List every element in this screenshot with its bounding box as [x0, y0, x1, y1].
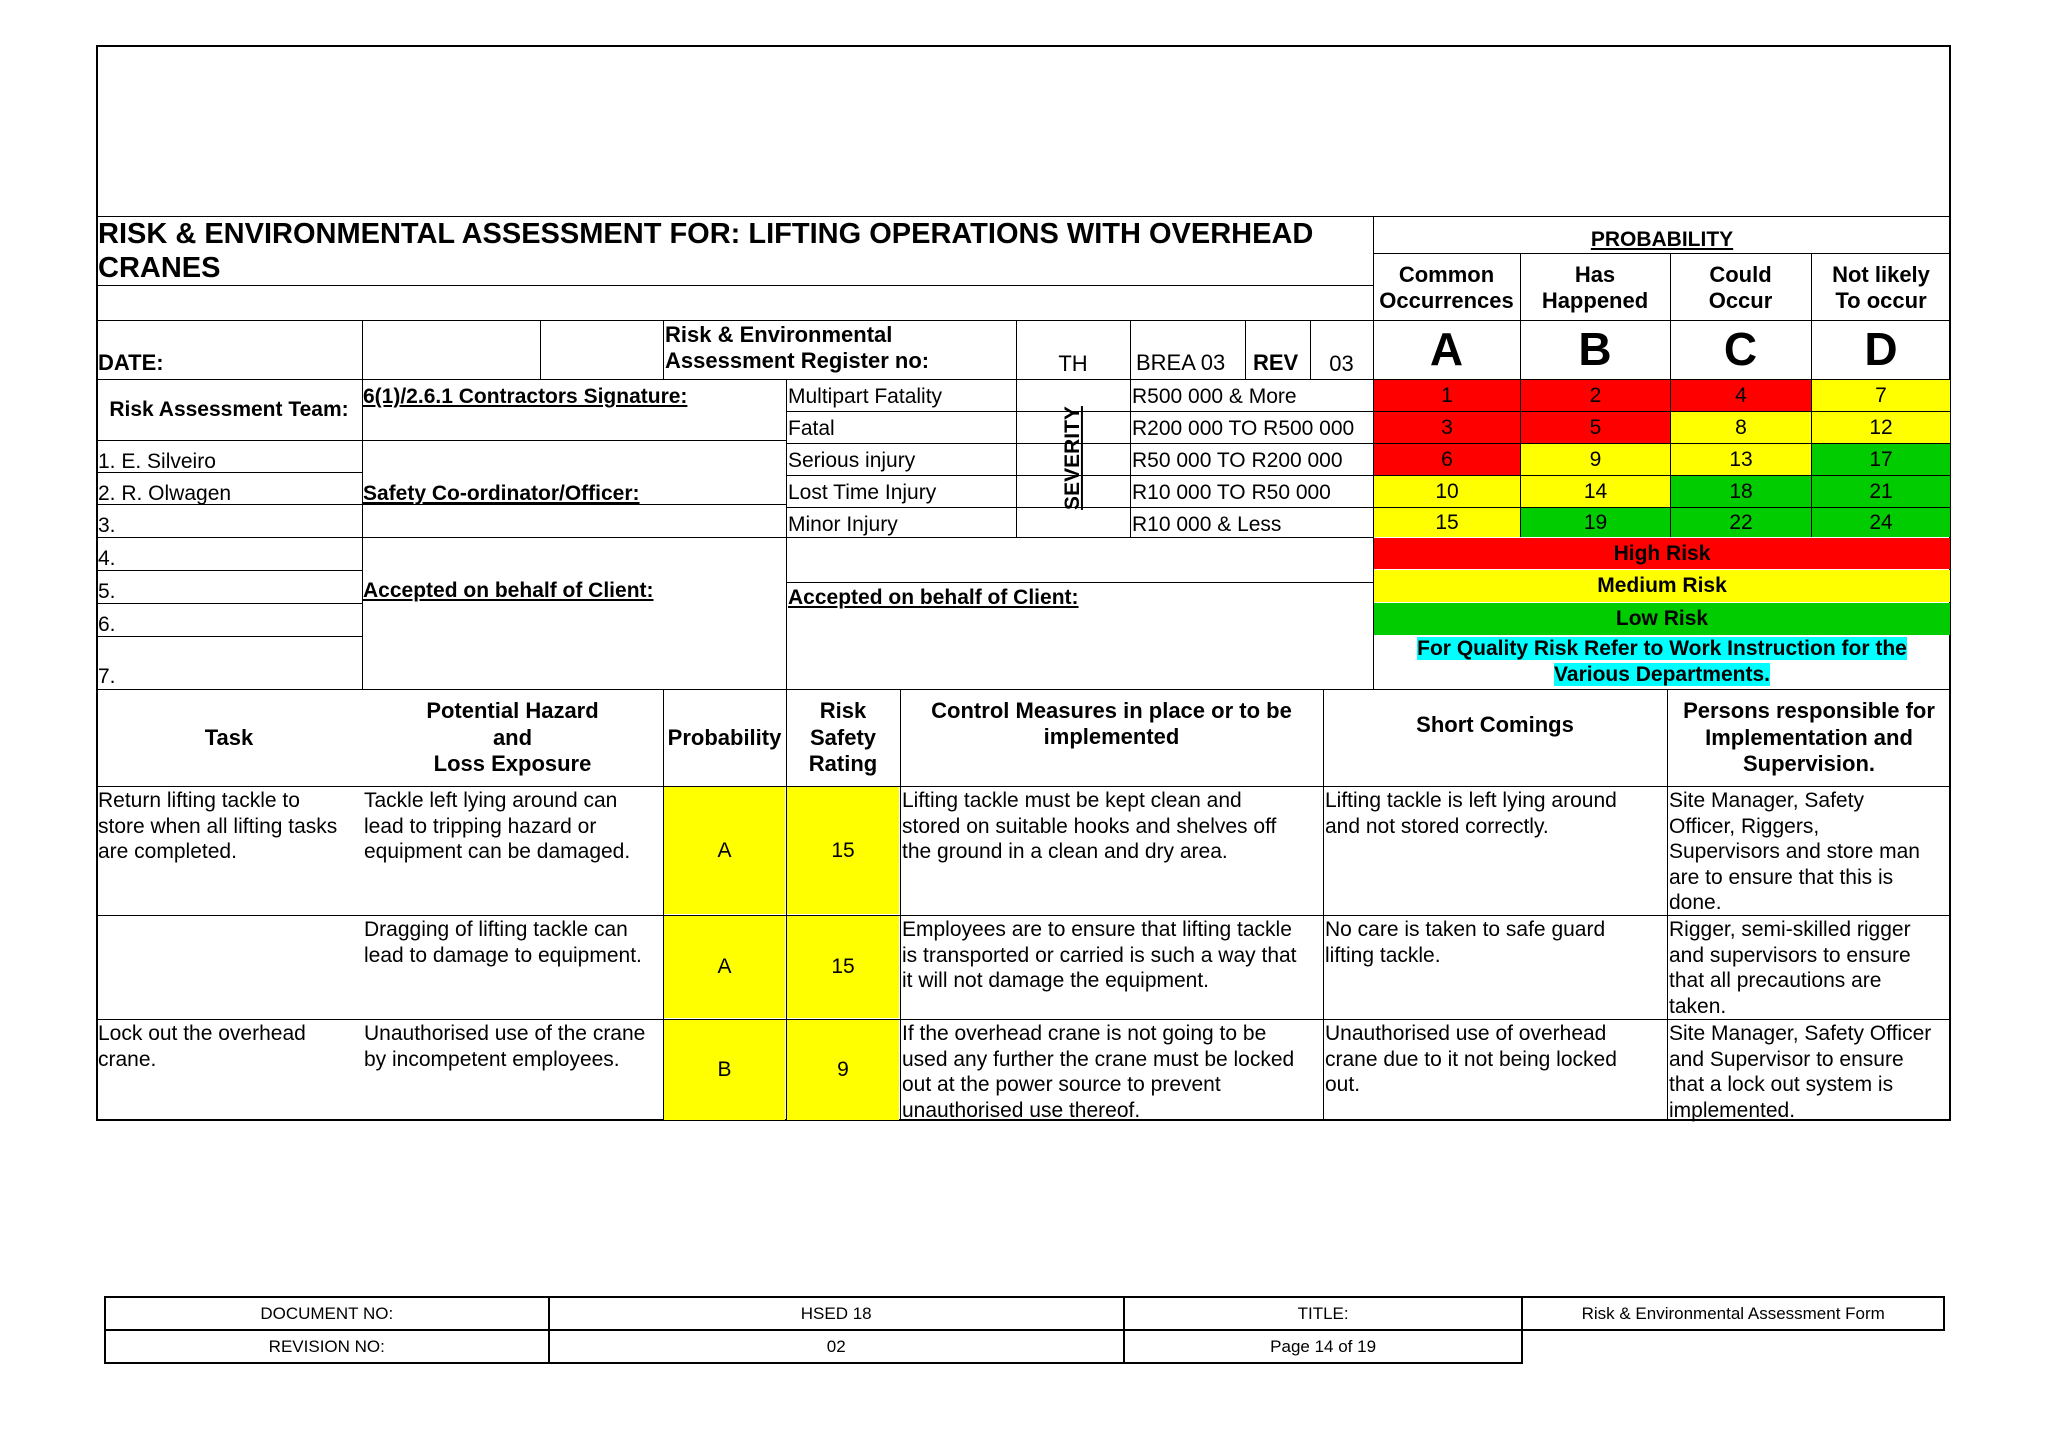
rule	[96, 603, 362, 604]
legend-medium-risk: Medium Risk	[1374, 570, 1950, 602]
probability-letter-b: B	[1578, 323, 1612, 376]
rule	[900, 689, 901, 1121]
severity-label	[1016, 379, 1130, 537]
severity-consequence: Multipart Fatality	[788, 385, 943, 408]
cell-line: lead to tripping hazard or	[364, 814, 597, 838]
probability-value: A	[664, 787, 785, 914]
revision-no: 02	[549, 1330, 1124, 1363]
column-header-probability: Probability	[667, 724, 782, 750]
control-cell	[902, 788, 1321, 865]
header-line: Potential Hazard	[426, 698, 599, 724]
probability-letter-c: C	[1723, 323, 1758, 376]
cell-line: Unauthorised use of overhead	[1325, 1022, 1607, 1045]
probability-col-d-label	[1811, 258, 1951, 318]
document-title: Risk & Environmental Assessment Form	[1522, 1297, 1944, 1330]
probability-letter-a: A	[1429, 323, 1464, 376]
cell-line: lifting tackle.	[1325, 943, 1441, 967]
label-line: Occurrences	[1379, 288, 1514, 313]
cell-line: that all precautions are	[1669, 969, 1882, 992]
client-acceptance-label: Accepted on behalf of Client:	[363, 579, 654, 602]
cell-line: stored on suitable hooks and shelves off	[902, 814, 1277, 838]
cell-line: Return lifting tackle to	[98, 789, 300, 812]
header-line: implemented	[1043, 724, 1180, 750]
cell-line: Lock out the overhead	[98, 1022, 306, 1045]
severity-cost: R200 000 TO R500 000	[1132, 417, 1355, 440]
revision-no-label: REVISION NO:	[105, 1330, 549, 1363]
cell-line: taken.	[1669, 994, 1727, 1018]
column-header-task: Task	[204, 724, 254, 750]
column-header-persons	[1667, 690, 1951, 786]
severity-consequence: Fatal	[788, 417, 835, 440]
cell-line: No care is taken to safe guard	[1325, 918, 1606, 941]
team-member: 3.	[98, 514, 116, 537]
hazard-cell	[364, 788, 661, 865]
task-cell	[98, 788, 360, 865]
header-line: Risk	[819, 698, 867, 724]
header-line: and	[492, 724, 533, 750]
cell-line: Supervisors and store man	[1669, 840, 1920, 863]
cell-line: crane due to it not being locked	[1325, 1047, 1617, 1071]
rule	[1130, 320, 1131, 537]
cell-line: Site Manager, Safety Officer	[1669, 1022, 1932, 1045]
cell-line: and supervisors to ensure	[1669, 943, 1911, 967]
cell-line: store when all lifting tasks	[98, 814, 338, 838]
risk-rating-value: 15	[787, 916, 899, 1018]
cell-line: Lifting tackle must be kept clean and	[902, 789, 1242, 812]
cell-line: is transported or carried is such a way that	[902, 943, 1297, 967]
cell-line: out at the power source to prevent	[902, 1073, 1221, 1096]
cell-line: and Supervisor to ensure	[1669, 1047, 1904, 1071]
risk-matrix-cell: 18	[1671, 476, 1811, 507]
contractors-signature-label: 6(1)/2.6.1 Contractors Signature:	[363, 385, 688, 408]
header-line: Loss Exposure	[433, 751, 592, 777]
cell-line: Employees are to ensure that lifting tackle	[902, 918, 1292, 941]
column-header-control-measures	[900, 698, 1323, 751]
label-line: Could	[1709, 261, 1772, 287]
cell-line: that a lock out system is	[1669, 1073, 1894, 1096]
rule	[96, 1019, 1951, 1020]
page-title: RISK & ENVIRONMENTAL ASSESSMENT FOR: LIFTING OPERATIONS WITH OVERHEAD CRANES	[98, 218, 1314, 284]
risk-matrix-cell: 10	[1374, 476, 1520, 507]
persons-cell	[1669, 917, 1949, 1019]
cell-line: done.	[1669, 891, 1722, 914]
rule	[786, 582, 1373, 583]
probability-col-c-label	[1670, 258, 1811, 318]
legend-low-risk: Low Risk	[1374, 603, 1950, 635]
risk-matrix-cell: 12	[1812, 412, 1950, 443]
label-line: Common	[1398, 261, 1495, 287]
rule	[540, 320, 541, 379]
cell-line: Rigger, semi-skilled rigger	[1669, 918, 1911, 941]
column-header-rating	[786, 690, 900, 786]
team-member: 2. R. Olwagen	[98, 482, 232, 505]
risk-matrix-cell: 1	[1374, 380, 1520, 411]
header-line: Control Measures in place or to be	[931, 698, 1292, 723]
rule	[96, 636, 362, 637]
probability-col-b-label	[1520, 258, 1670, 318]
probability-col-a-label	[1373, 258, 1520, 318]
quality-note-line: For Quality Risk Refer to Work Instruction for the	[1417, 637, 1907, 660]
label-line: Happened	[1541, 288, 1649, 313]
cell-line: it will not damage the equipment.	[902, 969, 1210, 992]
risk-matrix-cell: 13	[1671, 444, 1811, 475]
risk-matrix-cell: 19	[1521, 508, 1670, 537]
severity-cost: R50 000 TO R200 000	[1132, 449, 1343, 472]
cell-line: are completed.	[98, 840, 237, 863]
cell-line: lead to damage to equipment.	[364, 943, 642, 967]
risk-matrix-cell: 3	[1374, 412, 1520, 443]
persons-cell	[1669, 1021, 1949, 1123]
risk-matrix-cell: 2	[1521, 380, 1670, 411]
header-line: Safety	[809, 724, 877, 750]
cell-line: Unauthorised use of the crane	[364, 1022, 646, 1045]
rule	[1373, 253, 1951, 254]
risk-matrix-cell: 24	[1812, 508, 1950, 537]
team-member: 7.	[98, 665, 116, 688]
header-line: Rating	[808, 751, 878, 777]
safety-officer-label: Safety Co-ordinator/Officer:	[363, 482, 640, 505]
shortcomings-cell	[1325, 917, 1665, 968]
document-footer	[104, 1296, 1945, 1364]
risk-matrix-cell: 7	[1812, 380, 1950, 411]
legend-high-risk: High Risk	[1374, 538, 1950, 569]
probability-value: A	[664, 916, 785, 1018]
register-number: BREA 03	[1136, 350, 1226, 375]
hazard-cell	[364, 917, 661, 968]
rule	[1245, 320, 1246, 379]
cell-line: implemented.	[1669, 1098, 1796, 1122]
page-number: Page 14 of 19	[1124, 1330, 1523, 1363]
label-line: Assessment Register no:	[665, 348, 930, 374]
footer-empty	[1522, 1330, 1944, 1363]
cell-line: Site Manager, Safety	[1669, 789, 1864, 812]
shortcomings-cell	[1325, 788, 1665, 839]
rule	[96, 216, 1951, 217]
cell-line: equipment can be damaged.	[364, 840, 631, 863]
document-no-label: DOCUMENT NO:	[105, 1297, 549, 1330]
severity-consequence: Serious injury	[788, 449, 916, 472]
risk-matrix-cell: 21	[1812, 476, 1950, 507]
team-member: 6.	[98, 613, 116, 636]
cell-line: used any further the crane must be locked	[902, 1047, 1295, 1071]
register-prefix: TH	[1058, 350, 1088, 376]
footer-row	[105, 1297, 1944, 1330]
risk-matrix-cell: 5	[1521, 412, 1670, 443]
rule	[96, 786, 1951, 787]
quality-note-line: Various Departments.	[1554, 662, 1770, 686]
risk-matrix-cell: 6	[1374, 444, 1520, 475]
team-member: 5.	[98, 580, 116, 603]
column-header-shortcomings: Short Comings	[1416, 712, 1574, 737]
rev-value: 03	[1329, 350, 1354, 376]
team-member: 4.	[98, 547, 116, 570]
severity-cost: R500 000 & More	[1132, 385, 1297, 408]
risk-matrix-cell: 15	[1374, 508, 1520, 537]
severity-consequence: Minor Injury	[788, 513, 898, 536]
label-line: Has	[1574, 261, 1616, 287]
client-acceptance-label: Accepted on behalf of Client:	[788, 586, 1079, 609]
header-line: Implementation and	[1705, 724, 1913, 750]
cell-line: crane.	[98, 1047, 157, 1071]
footer-row	[105, 1330, 1944, 1363]
cell-line: If the overhead crane is not going to be	[902, 1022, 1267, 1045]
column-header-hazard	[362, 690, 663, 786]
cell-line: by incompetent employees.	[364, 1047, 620, 1071]
cell-line: Officer, Riggers,	[1669, 814, 1820, 838]
probability-heading: PROBABILITY	[1590, 228, 1734, 252]
risk-matrix-cell: 9	[1521, 444, 1670, 475]
rule	[96, 570, 362, 571]
task-cell	[98, 1021, 360, 1072]
cell-line: Dragging of lifting tackle can	[364, 918, 628, 941]
header-line: Persons responsible for	[1683, 698, 1935, 724]
probability-letter-d: D	[1864, 323, 1898, 376]
cell-line: and not stored correctly.	[1325, 814, 1549, 838]
risk-matrix-cell: 14	[1521, 476, 1670, 507]
risk-matrix-cell: 8	[1671, 412, 1811, 443]
cell-line: Tackle left lying around can	[364, 789, 618, 812]
label-line: Risk & Environmental	[665, 322, 893, 347]
date-label: DATE:	[98, 350, 164, 375]
team-member: 1. E. Silveiro	[98, 450, 216, 473]
risk-matrix-cell: 4	[1671, 380, 1811, 411]
cell-line: Lifting tackle is left lying around	[1325, 789, 1617, 812]
rule	[96, 440, 362, 441]
probability-value: B	[664, 1020, 785, 1120]
register-label	[665, 322, 929, 375]
rev-label: REV	[1253, 350, 1299, 375]
label-line: Not likely	[1832, 261, 1930, 287]
severity-cost: R10 000 TO R50 000	[1132, 481, 1331, 504]
rule	[1323, 689, 1324, 1121]
risk-matrix-cell: 17	[1812, 444, 1950, 475]
cell-line: out.	[1325, 1073, 1361, 1096]
title-label: TITLE:	[1124, 1297, 1523, 1330]
rule	[362, 440, 786, 441]
severity-consequence: Lost Time Injury	[788, 481, 937, 504]
shortcomings-cell	[1325, 1021, 1665, 1098]
hazard-cell	[364, 1021, 661, 1072]
severity-label-text: SEVERITY	[1061, 406, 1084, 510]
risk-rating-value: 15	[787, 787, 899, 914]
severity-cost: R10 000 & Less	[1132, 513, 1282, 536]
cell-line: the ground in a clean and dry area.	[902, 840, 1228, 863]
control-cell	[902, 1021, 1321, 1123]
rule	[663, 320, 664, 379]
cell-line: are to ensure that this is	[1669, 865, 1894, 889]
team-label: Risk Assessment Team:	[109, 398, 349, 422]
header-line: Supervision.	[1742, 751, 1876, 777]
risk-matrix-cell: 22	[1671, 508, 1811, 537]
rule	[786, 379, 787, 689]
legend-quality-note	[1374, 636, 1950, 688]
persons-cell	[1669, 788, 1949, 916]
risk-rating-value: 9	[787, 1020, 899, 1120]
document-no: HSED 18	[549, 1297, 1124, 1330]
label-line: Occur	[1708, 288, 1773, 313]
label-line: To occur	[1835, 288, 1927, 313]
control-cell	[902, 917, 1321, 994]
cell-line: unauthorised use thereof.	[902, 1098, 1141, 1122]
